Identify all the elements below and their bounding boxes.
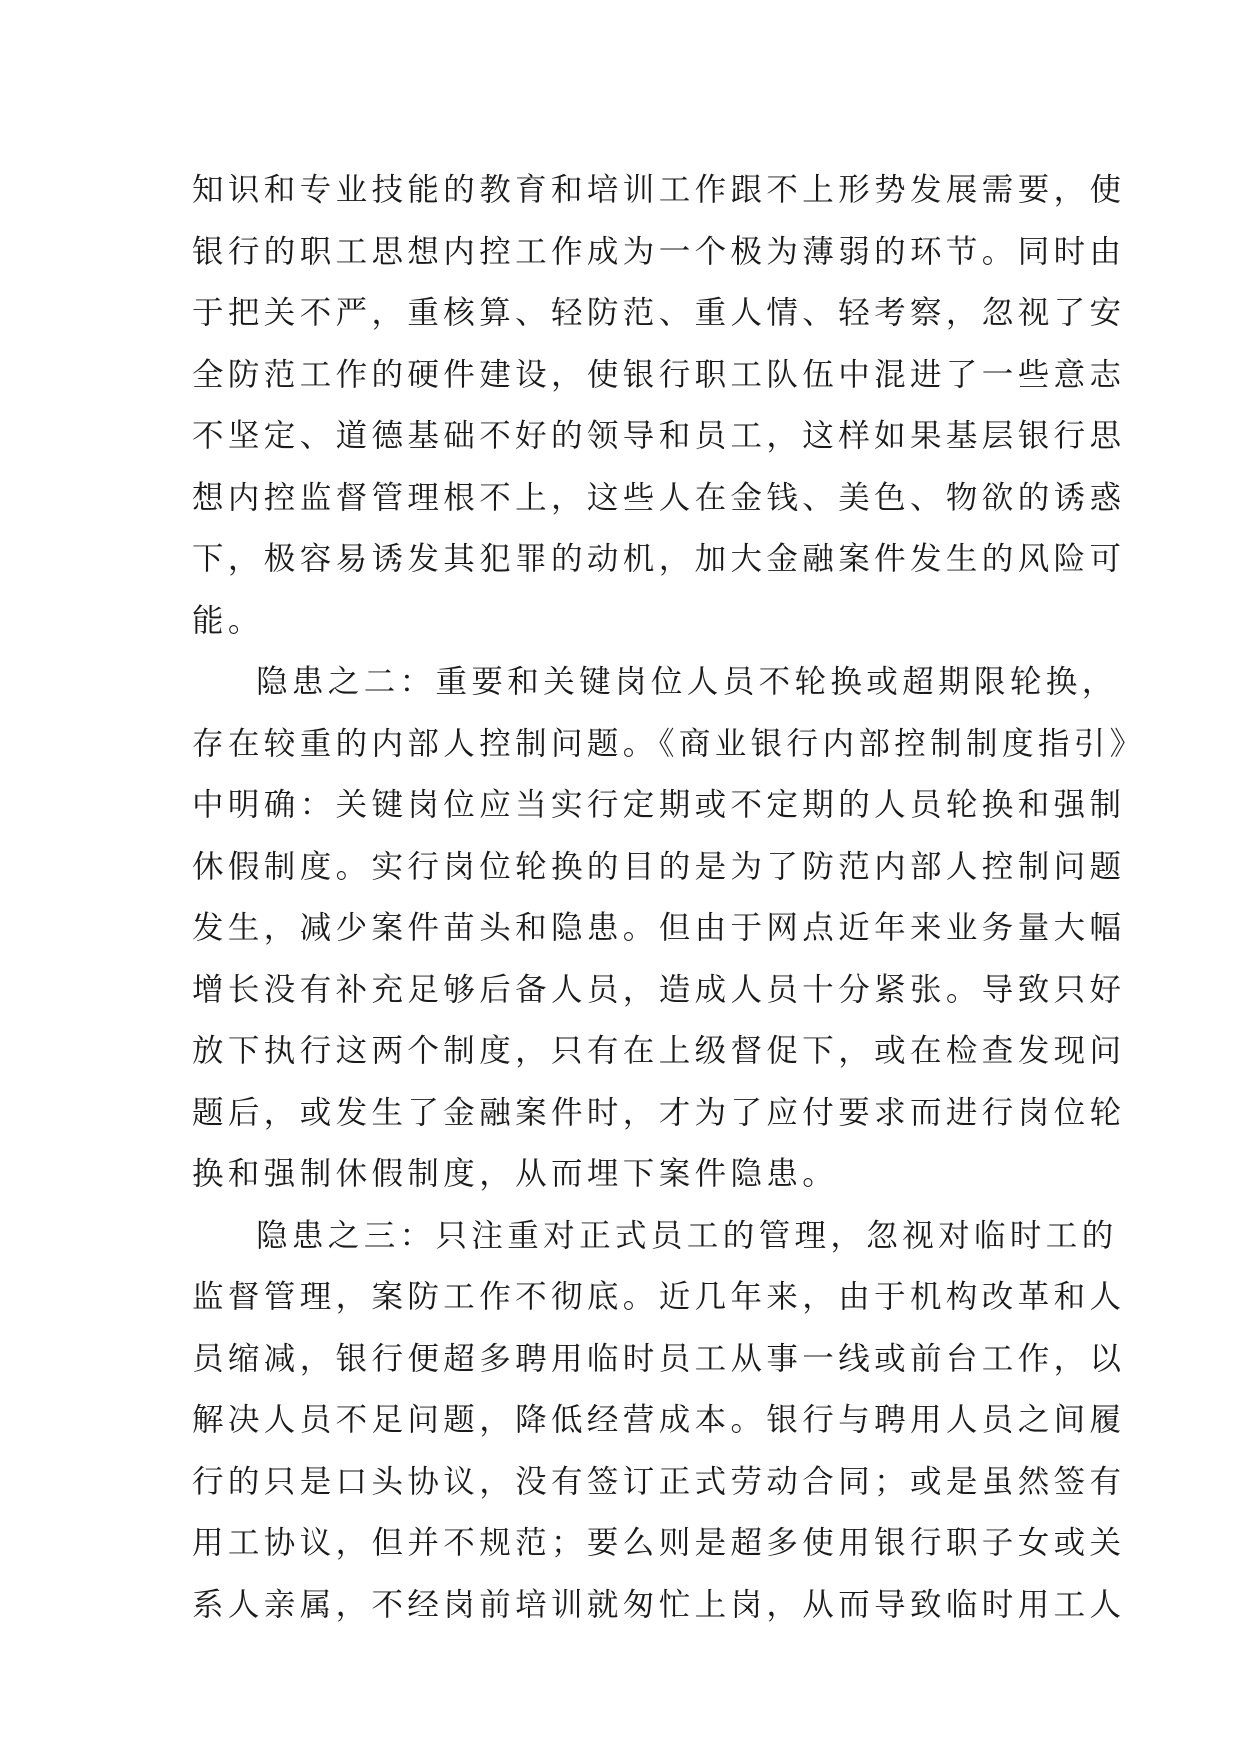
paragraph-start-line: 隐患之二：重要和关键岗位人员不轮换或超期限轮换， <box>256 664 1118 700</box>
text-line: 监督管理，案防工作不彻底。近几年来，由于机构改革和人 <box>192 1279 1126 1315</box>
text-line: 想内控监督管理根不上，这些人在金钱、美色、物欲的诱惑 <box>192 479 1126 516</box>
text-line: 不坚定、道德基础不好的领导和员工，这样如果基层银行思 <box>192 418 1126 454</box>
text-line: 知识和专业技能的教育和培训工作跟不上形势发展需要，使 <box>192 172 1126 208</box>
paragraph-start-line: 隐患之三：只注重对正式员工的管理，忽视对临时工的 <box>256 1217 1118 1254</box>
text-line: 题后，或发生了金融案件时，才为了应付要求而进行岗位轮 <box>192 1094 1126 1131</box>
text-line: 用工协议，但并不规范；要么则是超多使用银行职子女或关 <box>192 1525 1126 1561</box>
text-line: 能。 <box>192 602 264 639</box>
text-line: 行的只是口头协议，没有签订正式劳动合同；或是虽然签有 <box>192 1463 1126 1500</box>
text-line: 于把关不严，重核算、轻防范、重人情、轻考察，忽视了安 <box>192 295 1126 331</box>
text-line: 下，极容易诱发其犯罪的动机，加大金融案件发生的风险可 <box>192 541 1126 577</box>
text-line: 发生，减少案件苗头和隐患。但由于网点近年来业务量大幅 <box>192 910 1126 946</box>
text-line: 存在较重的内部人控制问题。《商业银行内部控制制度指引》 <box>192 725 1146 762</box>
text-line: 系人亲属，不经岗前培训就匆忙上岗，从而导致临时用工人 <box>192 1586 1126 1623</box>
text-line: 增长没有补充足够后备人员，造成人员十分紧张。导致只好 <box>192 971 1126 1008</box>
text-line: 全防范工作的硬件建设，使银行职工队伍中混进了一些意志 <box>192 356 1126 393</box>
document-body <box>192 160 1146 1636</box>
text-line: 中明确：关键岗位应当实行定期或不定期的人员轮换和强制 <box>192 787 1126 823</box>
text-line: 员缩减，银行便超多聘用临时员工从事一线或前台工作，以 <box>192 1340 1126 1377</box>
text-line: 银行的职工思想内控工作成为一个极为薄弱的环节。同时由 <box>192 233 1126 270</box>
text-line: 休假制度。实行岗位轮换的目的是为了防范内部人控制问题 <box>192 848 1126 885</box>
text-line: 放下执行这两个制度，只有在上级督促下，或在检查发现问 <box>192 1033 1126 1069</box>
text-line: 换和强制休假制度，从而埋下案件隐患。 <box>192 1156 839 1192</box>
text-line: 解决人员不足问题，降低经营成本。银行与聘用人员之间履 <box>192 1402 1126 1438</box>
